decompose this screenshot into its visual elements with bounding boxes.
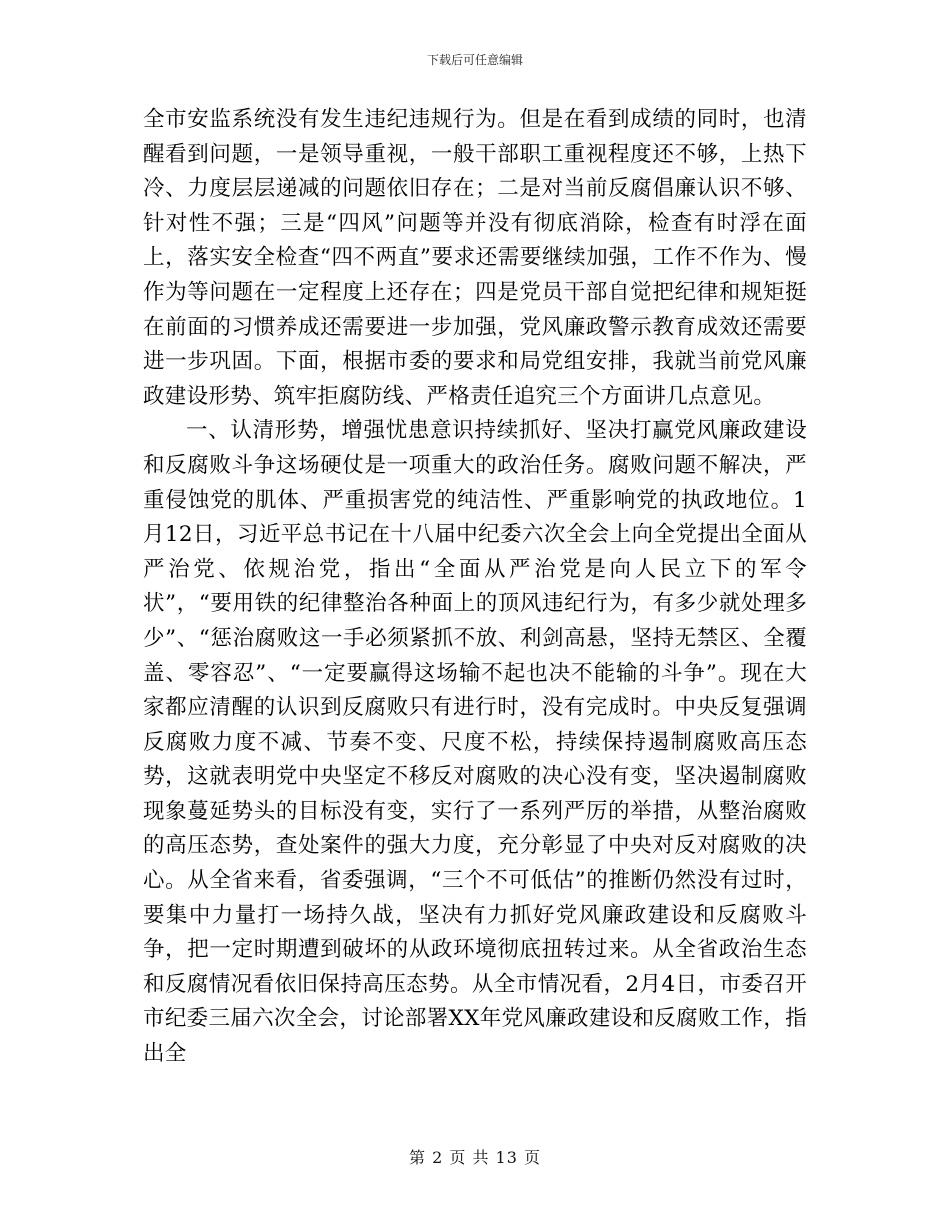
page-header-note: 下载后可任意编辑 [426, 53, 523, 67]
document-body [143, 103, 807, 1072]
page-number: 第 2 页 共 13 页 [409, 1148, 541, 1167]
paragraph: 全市安监系统没有发生违纪违规行为。但是在看到成绩的同时，也清醒看到问题，一是领导重视，一般干部职工重视程度还不够，上热下冷、力度层层递减的问题依旧存在；二是对当前反腐倡廉认识不够、针对性不强；三是“四风”问题等并没有彻底消除，检查有时浮在面上，落实安全检查“四不两直”要求还需要继续加强，工作不作为、慢作为等问题在一定程度上还存在；四是党员干部自觉把纪律和规矩挺在前面的习惯养成还需要进一步加强，党风廉政警示教育成效还需要进一步巩固。下面，根据市委的要求和局党组安排，我就当前党风廉政建设形势、筑牢拒腐防线、严格责任追究三个方面讲几点意见。 [143, 107, 807, 409]
paragraph: 一、认清形势，增强忧患意识持续抓好、坚决打赢党风廉政建设和反腐败斗争这场硬仗是一项重大的政治任务。腐败问题不解决，严重侵蚀党的肌体、严重损害党的纯洁性、严重影响党的执政地位。1月12日，习近平总书记在十八届中纪委六次全会上向全党提出全面从严治党、依规治党，指出“全面从严治党是向人民立下的军令状”，“要用铁的纪律整治各种面上的顶风违纪行为，有多少就处理多少”、“惩治腐败这一手必须紧抓不放、利剑高悬，坚持无禁区、全覆盖、零容忍”、“一定要赢得这场输不起也决不能输的斗争”。现在大家都应清醒的认识到反腐败只有进行时，没有完成时。中央反复强调反腐败力度不减、节奏不变、尺度不松，持续保持遏制腐败高压态势，这就表明党中央坚定不移反对腐败的决心没有变，坚决遏制腐败现象蔓延势头的目标没有变，实行了一系列严厉的举措，从整治腐败的高压态势，查处案件的强大力度，充分彰显了中央对反对腐败的决心。从全省来看，省委强调，“三个不可低估”的推断仍然没有过时，要集中力量打一场持久战，坚决有力抓好党风廉政建设和反腐败斗争，把一定时期遭到破坏的从政环境彻底扭转过来。从全省政治生态和反腐情况看依旧保持高压态势。从全市情况看，2月4日，市委召开市纪委三届六次全会，讨论部署XX年党风廉政建设和反腐败工作，指出全 [143, 418, 807, 1067]
